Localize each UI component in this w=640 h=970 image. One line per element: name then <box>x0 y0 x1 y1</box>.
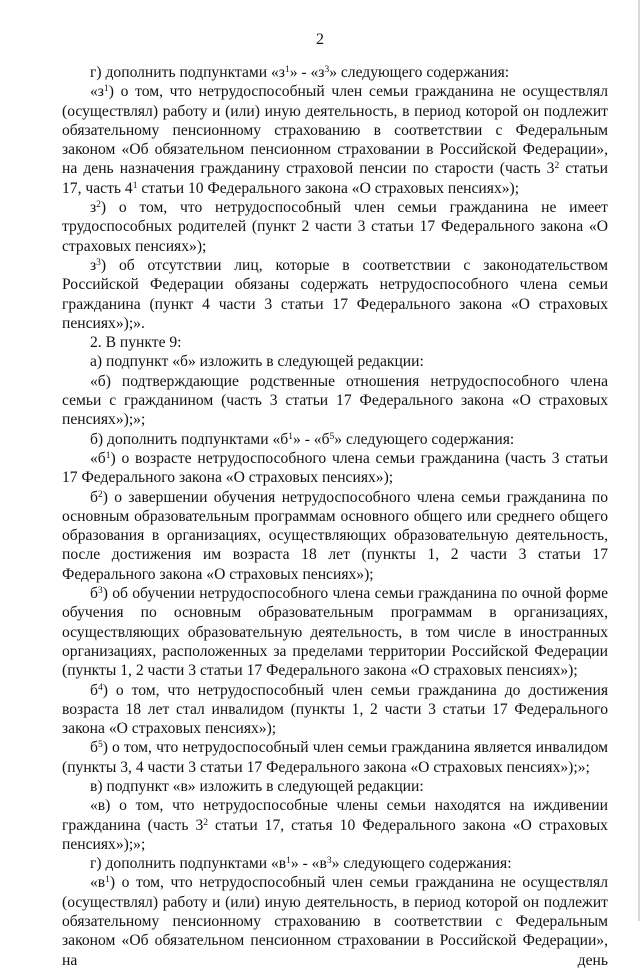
text-run: » следующего содержания: <box>334 430 515 448</box>
text-run: » следующего содержания: <box>331 855 512 873</box>
superscript: 2 <box>203 817 208 828</box>
superscript: 5 <box>97 740 103 751</box>
text-run: б <box>90 739 98 757</box>
paragraph-b1 <box>62 449 608 488</box>
superscript: 2 <box>554 161 560 172</box>
text-run: ) об отсутствии лиц, которые в соответствии с законодательством Российской Федерации обязаны содержать нетрудоспособного члена семьи гражданина (пункт 4 части 3 статьи 17 Федерального закона «О страховых пенсиях»);». <box>62 256 608 332</box>
paragraph-a-subitem-b <box>62 352 608 371</box>
paragraph-b-text <box>62 372 608 430</box>
text-run: з <box>90 199 97 217</box>
text-run: з <box>90 256 97 274</box>
text-run: » - «з <box>289 64 325 81</box>
paragraph-g-add-v <box>62 854 608 873</box>
text-run: в) подпункт «в» изложить в следующей редакции: <box>90 777 424 795</box>
paragraph-b2 <box>62 488 608 584</box>
text-run: б) дополнить подпунктами «б <box>90 430 289 448</box>
text-run: статьи 10 Федерального закона «О страховых пенсиях»); <box>137 179 520 197</box>
superscript: 5 <box>329 431 335 442</box>
text-run: б <box>90 585 98 603</box>
superscript: 3 <box>97 586 103 597</box>
superscript: 4 <box>97 682 103 693</box>
paragraph-b4 <box>62 681 608 739</box>
superscript: 1 <box>105 875 110 886</box>
superscript: 1 <box>105 450 111 461</box>
text-run: «з <box>90 83 104 101</box>
paragraph-v-text <box>62 796 608 854</box>
paragraph-item-2 <box>62 333 608 352</box>
text-run: » следующего содержания: <box>329 64 510 81</box>
page-number: 2 <box>316 31 324 48</box>
paragraph-z3 <box>62 256 608 333</box>
text-run: ) о том, что нетрудоспособный член семьи гражданина не осуществлял (осуществлял) работу и (или) иную деятельность, в период которой он подлежит обязательному пенсионному страхованию в соответствии с Федеральным законом «Об обязательном пенсионном страховании в Российской Федерации», на день <box>62 874 608 969</box>
text-run: ) о том, что нетрудоспособный член семьи гражданина не имеет трудоспособных родителей (пункт 2 части 3 статьи 17 Федерального закона «О страховых пенсиях»); <box>62 199 608 255</box>
text-run: г) дополнить подпунктами «з <box>90 64 285 81</box>
superscript: 1 <box>132 180 138 191</box>
text-run: ) о возрасте нетрудоспособного члена семьи гражданина (часть 3 статьи 17 Федерального закона «О страховых пенсиях»); <box>62 449 608 487</box>
paragraph-z2 <box>62 198 608 256</box>
superscript: 1 <box>286 856 291 867</box>
superscript: 2 <box>96 200 101 211</box>
text-run: б <box>90 681 98 699</box>
paragraph-g-add-z <box>62 63 608 82</box>
text-run: ) о том, что нетрудоспособный член семьи гражданина до достижения возраста 18 лет стал инвалидом (пункты 1, 2 части 3 статьи 17 Федерального закона «О страховых пенсиях»); <box>62 681 608 738</box>
text-run: ) о том, что нетрудоспособный член семьи гражданина не осуществлял (осуществлял) работу и (или) иную деятельность, в период которой он подлежит обязательному пенсионному страхованию в соответствии с Федеральным законом «Об обязательном пенсионном страховании в Российской Федерации», на день назначения гражданину страховой пенсии по старости (часть 3 <box>62 83 608 178</box>
text-run: » - «в <box>290 855 327 873</box>
superscript: 3 <box>326 856 332 867</box>
superscript: 1 <box>103 84 109 95</box>
document-body <box>62 63 608 970</box>
text-run: «в <box>90 874 106 892</box>
paragraph-b-add-b <box>62 430 608 449</box>
text-run: а) подпункт «б» изложить в следующей редакции: <box>90 353 424 371</box>
text-run: ) о завершении обучения нетрудоспособного члена семьи гражданина по основным образовательным программам основного общего или среднего общего образования в организациях, осуществляющих образовательную деятельность, после достижения им возраста 18 лет (пункты 1, 2 части 3 статьи 17 Федерального закона «О страховых пенсиях»); <box>62 488 608 583</box>
paragraph-v1 <box>62 873 608 969</box>
text-run: г) дополнить подпунктами «в <box>90 855 287 873</box>
text-run: б <box>90 488 98 506</box>
superscript: 1 <box>288 431 293 442</box>
text-run: «в) о том, что нетрудоспособные члены семьи находятся на иждивении гражданина (часть 3 <box>62 797 608 834</box>
text-run: 2. В пункте 9: <box>90 334 182 352</box>
text-run: «б <box>90 449 106 467</box>
paragraph-b3 <box>62 584 608 680</box>
superscript: 3 <box>96 257 101 268</box>
superscript: 3 <box>324 65 330 75</box>
text-run: ) о том, что нетрудоспособный член семьи гражданина является инвалидом (пункты 3, 4 части 3 статьи 17 Федерального закона «О страховых пенсиях»);»; <box>62 739 608 776</box>
text-run: статьи 17, статья 10 Федерального закона «О страховых пенсиях»);»; <box>62 816 608 853</box>
text-run: ) об обучении нетрудоспособного члена семьи гражданина по очной форме обучения по основным образовательным программам в организациях, осуществляющих образовательную деятельность, в том числе в иностранных организациях, расположенных за пределами территории Российской Федерации (пункты 1, 2 части 3 статьи 17 Федерального закона «О страховых пенсиях»); <box>62 585 608 680</box>
superscript: 2 <box>97 489 103 500</box>
text-run: «б) подтверждающие родственные отношения нетрудоспособного члена семьи с гражданином (часть 3 статьи 17 Федерального закона «О страховых пенсиях»);»; <box>62 372 608 429</box>
paragraph-z1 <box>62 82 608 198</box>
text-run: статьи 17, часть 4 <box>62 160 608 197</box>
paragraph-b5 <box>62 738 608 777</box>
superscript: 1 <box>284 65 290 75</box>
text-run: » - «б <box>293 430 330 448</box>
paragraph-v-subitem-v <box>62 777 608 796</box>
